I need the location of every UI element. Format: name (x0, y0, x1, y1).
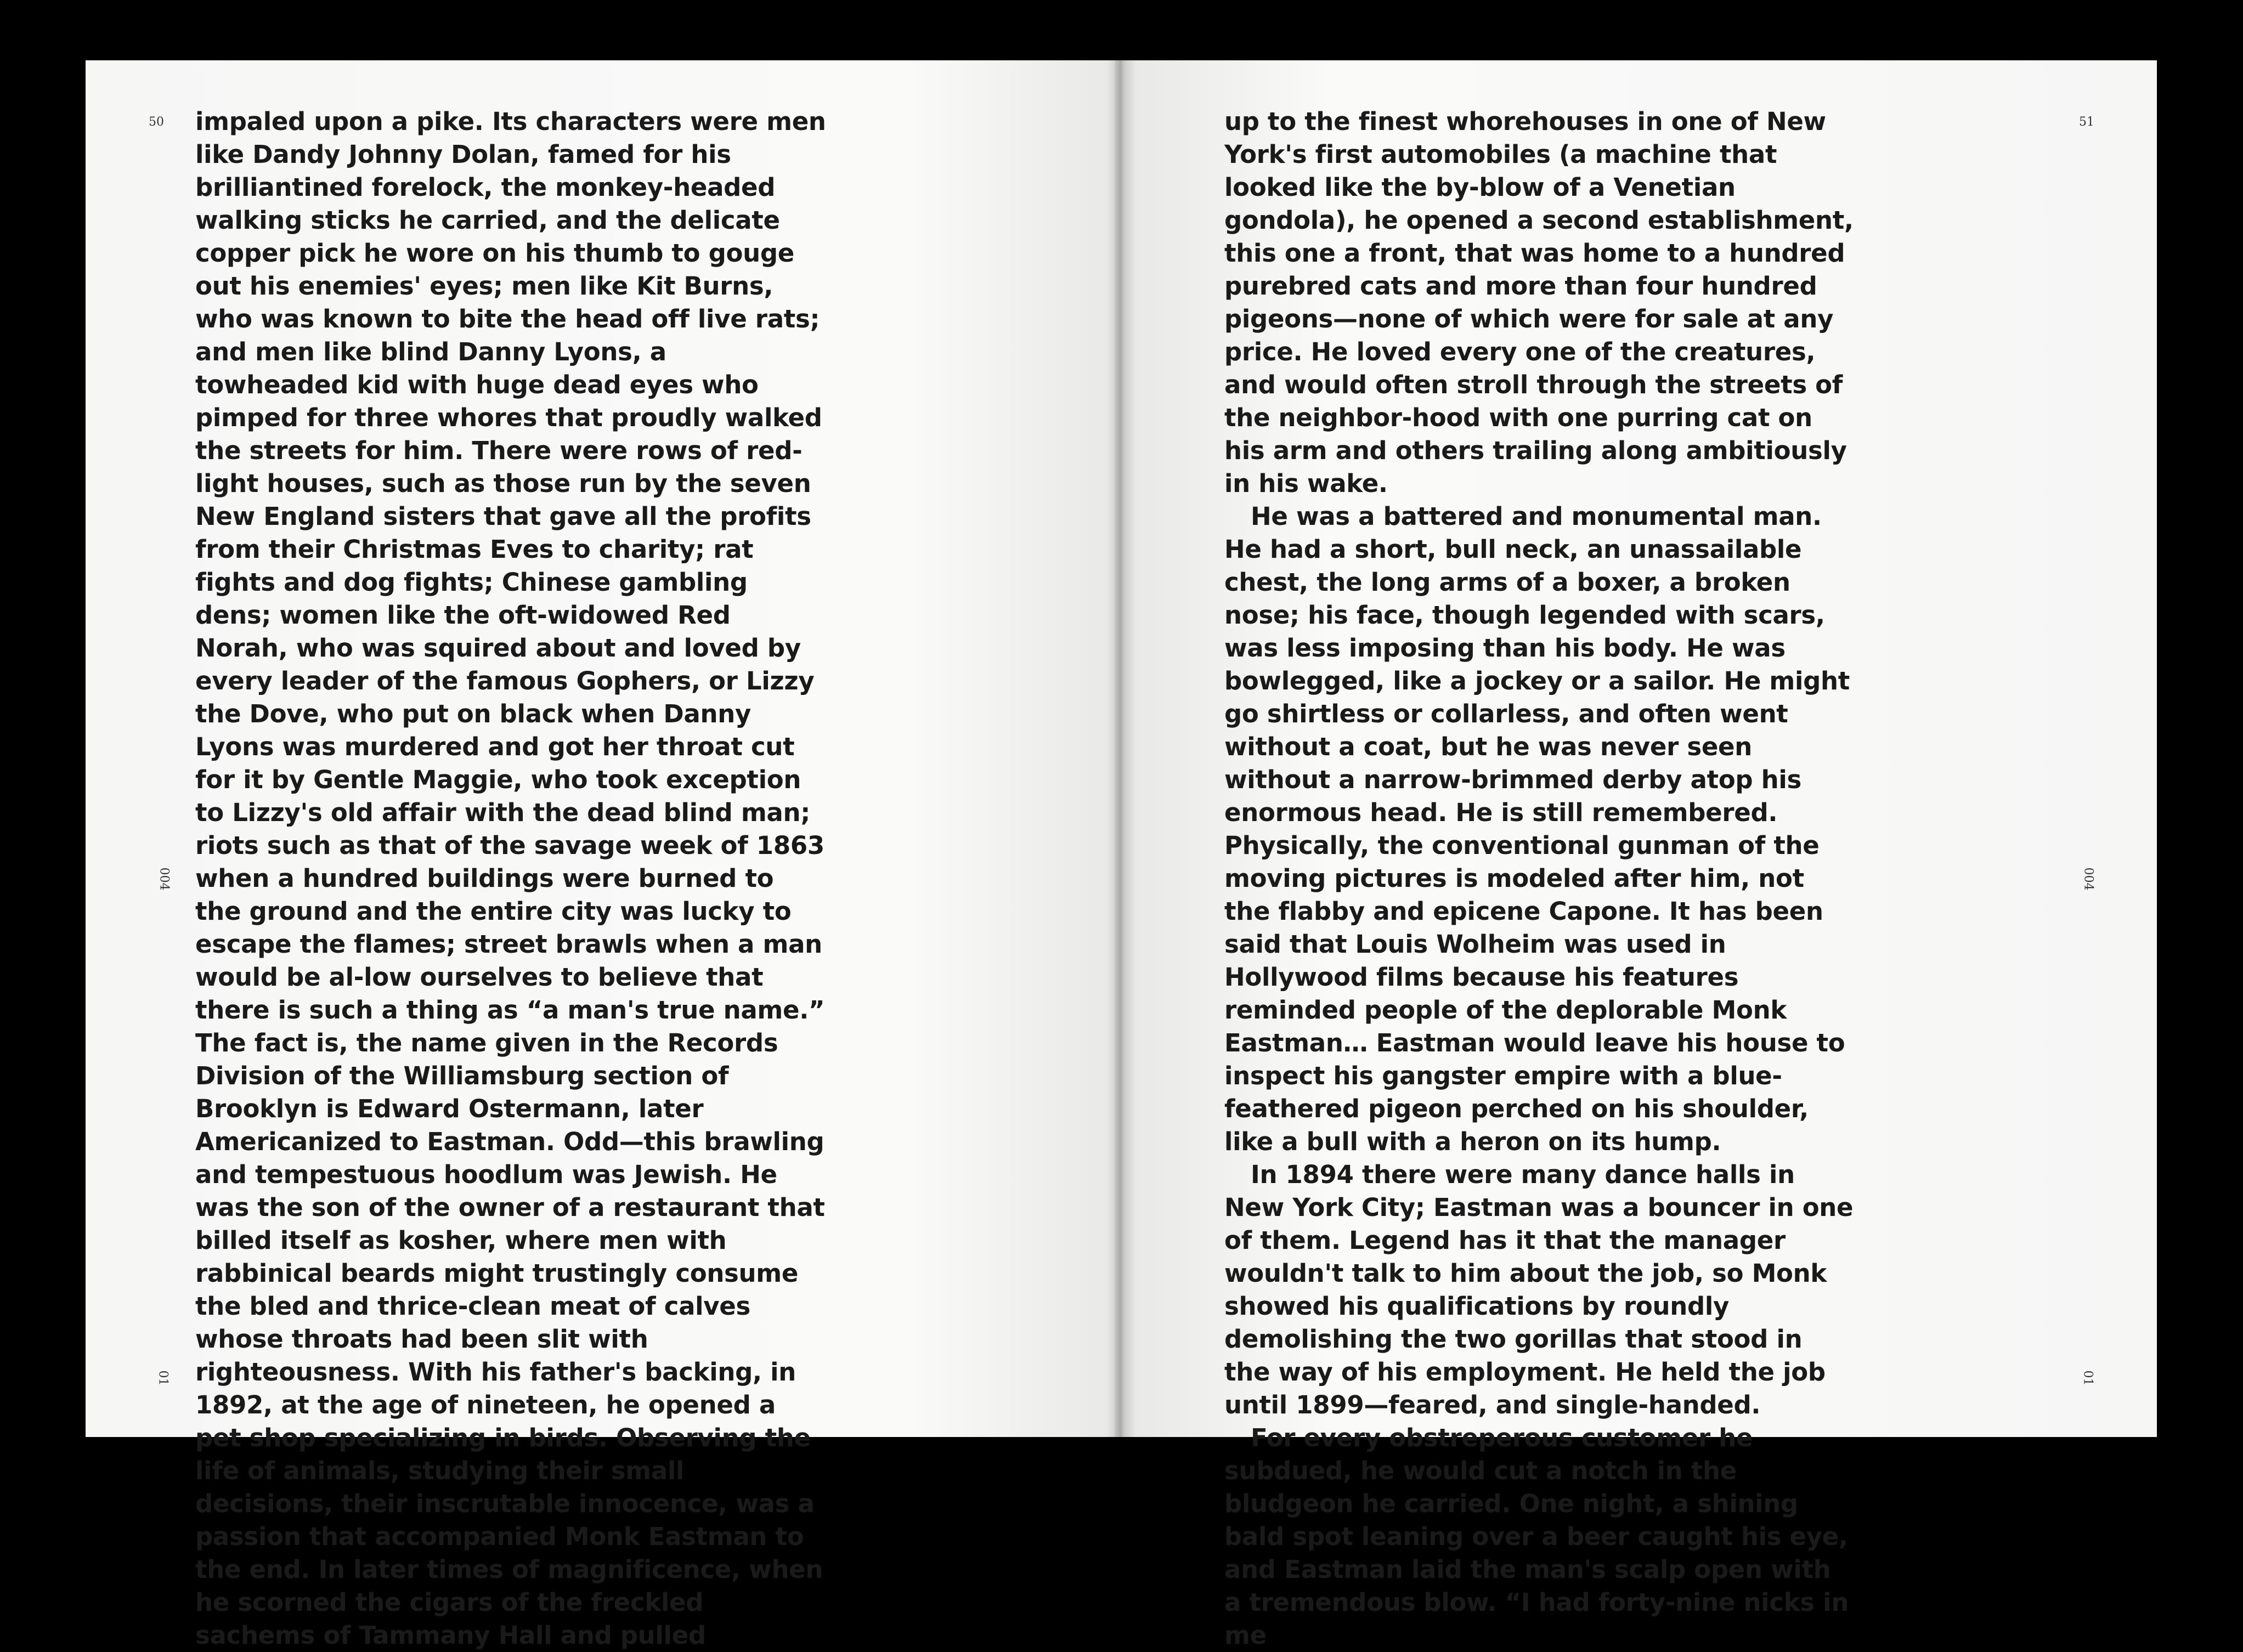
paragraph: He was a battered and monumental man. He had a short, bull neck, an unassailable chest, the long arms of a boxer, a broken nose; his face, though legended with scars, was less imposing than his body. He was bowlegged, like a jockey or a sailor. He might go shirtless or collarless, and often went without a coat, but he was never seen without a narrow-brimmed derby atop his enormous head. He is still remembered. Physically, the conventional gunman of the moving pictures is modeled after him, not the flabby and epicene Capone. It has been said that Louis Wolheim was used in Hollywood films because his features reminded people of the deplorable Monk Eastman… Eastman would leave his house to inspect his gangster empire with a blue-feathered pigeon perched on his shoulder, like a bull with a heron on its hump. (1224, 502, 1850, 1156)
left-page (86, 60, 1117, 1650)
left-side-mark-middle: 004 (157, 867, 171, 891)
left-side-mark-bottom: 01 (156, 1370, 170, 1386)
right-page-body-text (1224, 105, 1855, 1652)
paragraph: In 1894 there were many dance halls in New York City; Eastman was a bouncer in one of them. Legend has it that the manager wouldn't talk to him about the job, so Monk showed his qualifications by roundly demolishing the two gorillas that stood in the way of his employment. He held the job until 1899—feared, and single-handed. (1224, 1160, 1854, 1419)
book-spread (86, 60, 2157, 1650)
left-page-body-text (195, 105, 826, 1652)
right-side-mark-bottom: 01 (2081, 1370, 2095, 1386)
paragraph: up to the finest whorehouses in one of New York's first automobiles (a machine that looked like the by-blow of a Venetian gondola), he opened a second establishment, this one a front, that was home to a hundred purebred cats and more than four hundred pigeons—none of which were for sale at any price. He loved every one of the creatures, and would often stroll through the streets of the neighbor-hood with one purring cat on his arm and others trailing along ambitiously in his wake. (1224, 107, 1854, 498)
right-page (1126, 60, 2157, 1650)
right-page-number: 51 (2079, 115, 2094, 129)
left-page-number: 50 (149, 115, 164, 129)
paragraph: impaled upon a pike. Its characters were men like Dandy Johnny Dolan, famed for his brilliantined forelock, the monkey-headed walking sticks he carried, and the delicate copper pick he wore on his thumb to gouge out his enemies' eyes; men like Kit Burns, who was known to bite the head off live rats; and men like blind Danny Lyons, a towheaded kid with huge dead eyes who pimped for three whores that proudly walked the streets for him. There were rows of red-light houses, such as those run by the seven New England sisters that gave all the profits from their Christmas Eves to charity; rat fights and dog fights; Chinese gambling dens; women like the oft-widowed Red Norah, who was squired about and loved by every leader of the famous Gophers, or Lizzy the Dove, who put on black when Danny Lyons was murdered and got her throat cut for it by Gentle Maggie, who took exception to Lizzy's old affair with the dead blind man; riots such as that of the savage week of 1863 when a hundred buildings were burned to the ground and the entire city was lucky to escape the flames; street brawls when a man would be al-low ourselves to believe that there is such a thing as “a man's true name.” The fact is, the name given in the Records Division of the Williamsburg section of Brooklyn is Edward Ostermann, later Americanized to Eastman. Odd—this brawling and tempestuous hoodlum was Jewish. He was the son of the owner of a restaurant that billed itself as kosher, where men with rabbinical beards might trustingly consume the bled and thrice-clean meat of calves whose throats had been slit with righteousness. With his father's backing, in 1892, at the age of nineteen, he opened a pet shop specializing in birds. Observing the life of animals, studying their small decisions, their inscrutable innocence, was a passion that accompanied Monk Eastman to the end. In later times of magnificence, when he scorned the cigars of the freckled sachems of Tammany Hall and pulled (195, 107, 826, 1650)
paragraph: For every obstreperous customer he subdued, he would cut a notch in the bludgeon he carried. One night, a shining bald spot leaning over a beer caught his eye, and Eastman laid the man's scalp open with a tremendous blow. “I had forty-nine nicks in me (1224, 1423, 1849, 1650)
right-side-mark-middle: 004 (2081, 867, 2095, 891)
